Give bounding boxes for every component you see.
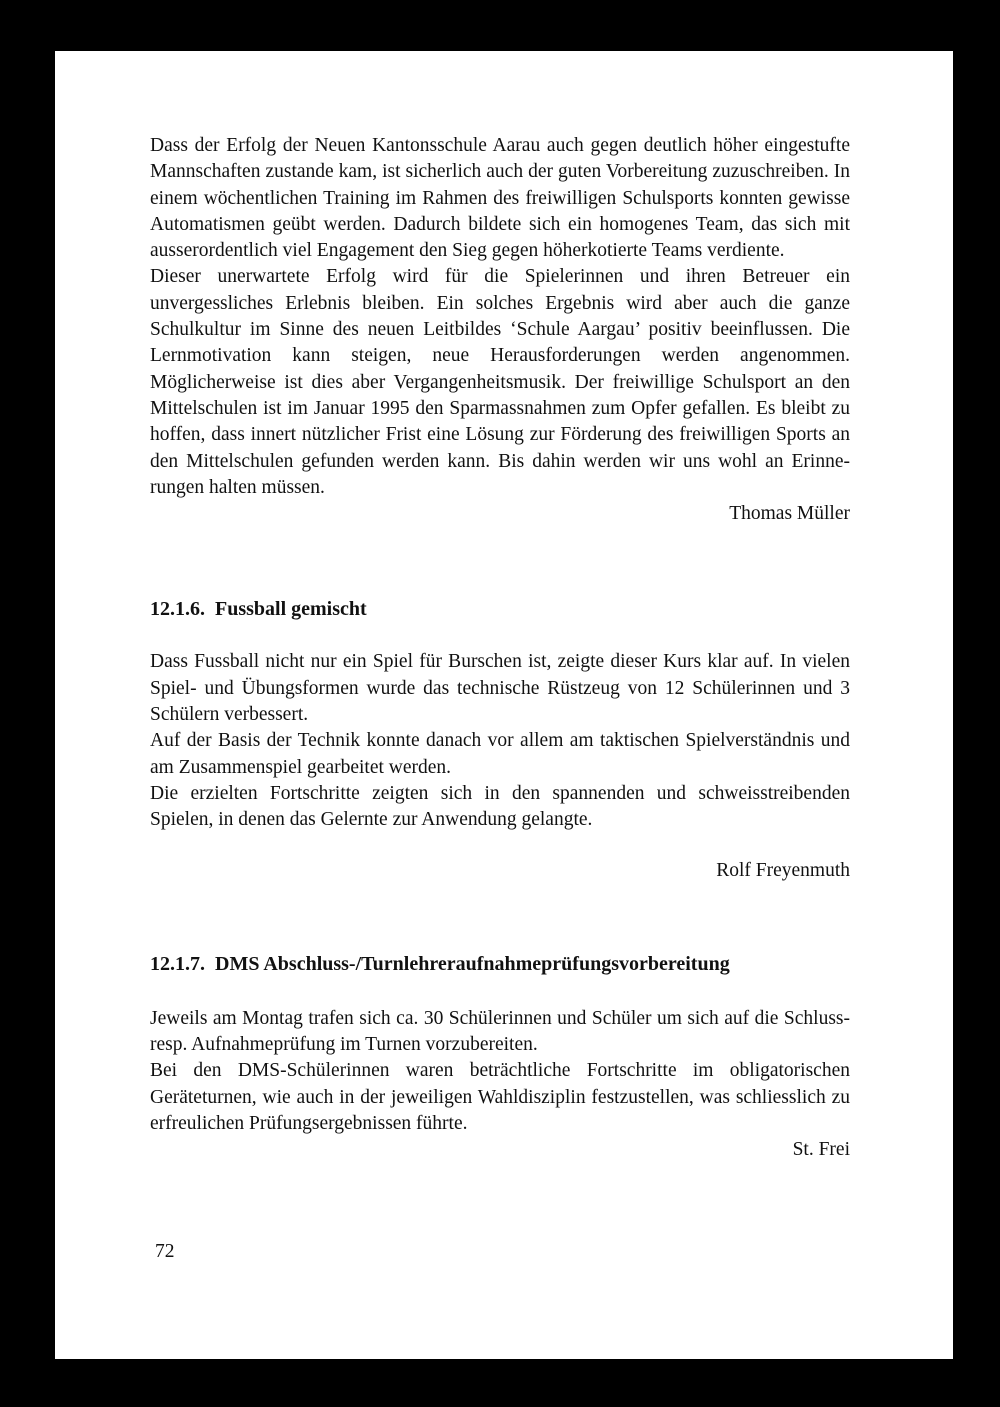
section-3-heading (150, 951, 850, 977)
section-2-number: 12.1.6. (150, 598, 205, 621)
section-2-author: Rolf Freyenmuth (716, 859, 850, 881)
section-3-title: DMS Abschluss-/Turnlehreraufnahmeprüfungsvorbereitung (215, 952, 730, 975)
page-number: 72 (155, 1241, 175, 1262)
section-2-heading (150, 596, 850, 622)
section-3-paragraph-2: Bei den DMS-Schülerinnen waren beträchtliche Fortschritte im obligatorischen Geräteturnen, wie auch in der jeweiligen Wahldisziplin festzustellen, was schliesslich zu erfreulichen Prüfungsergebnissen führte. (150, 1060, 850, 1135)
section-3-paragraph-1: Jeweils am Montag trafen sich ca. 30 Schülerinnen und Schüler um sich auf die Schluss- resp. Aufnahmeprüfung im Turnen vorzubereiten. (150, 1007, 850, 1056)
section-2-paragraph-3: Die erzielten Fortschritte zeigten sich in den spannenden und schweisstreibenden Spielen, in denen das Gelernte zur Anwendung gelangte. (150, 782, 850, 831)
section-3-number: 12.1.7. (150, 952, 205, 975)
section-2-title: Fussball gemischt (215, 598, 367, 621)
section-3-author: St. Frei (792, 1139, 850, 1161)
section-1-paragraph-1: Dass der Erfolg der Neuen Kantonsschule Aarau auch gegen deutlich höher eingestufte Mannschaften zustande kam, ist sicherlich auch der guten Vorbereitung zuzuschreiben. In einem wöchentlichen Training im Rahmen des freiwilligen Schulsports konnten gewisse Automatismen geübt werden. Dadurch bildete sich ein homogenes Team, das sich mit ausserordentlich viel Engagement den Sieg gegen höherkotierte Teams verdiente. (150, 135, 850, 262)
page-content (150, 133, 850, 1164)
section-1-paragraph-2: Dieser unerwartete Erfolg wird für die Spielerinnen und ihren Betreuer ein unvergessliches Erlebnis bleiben. Ein solches Ergebnis wird aber auch die ganze Schulkultur im Sinne des neuen Leitbildes ‘Schule Aargau’ positiv beeinflussen. Die Lernmotivation kann steigen, neue Herausforderungen werden angenommen. Möglicherweise ist dies aber Vergangenheitsmusik. Der freiwillige Schulsport an den Mittelschulen ist im Januar 1995 den Sparmassnahmen zum Opfer gefallen. Es bleibt zu hoffen, dass innert nützlicher Frist eine Lösung zur Förderung des freiwilligen Sports an den Mittelschulen gefunden werden kann. Bis dahin werden wir uns wohl an Erinnerungen halten müssen. (150, 266, 850, 498)
section-2-paragraph-1: Dass Fussball nicht nur ein Spiel für Burschen ist, zeigte dieser Kurs klar auf. In vielen Spiel- und Übungsformen wurde das technische Rüstzeug von 12 Schülerinnen und 3 Schülern verbessert. (150, 651, 850, 726)
section-2-paragraph-2: Auf der Basis der Technik konnte danach vor allem am taktischen Spielverständnis und am Zusammenspiel gearbeitet werden. (150, 730, 850, 778)
document-page (55, 51, 953, 1359)
section-1-author: Thomas Müller (729, 503, 850, 525)
